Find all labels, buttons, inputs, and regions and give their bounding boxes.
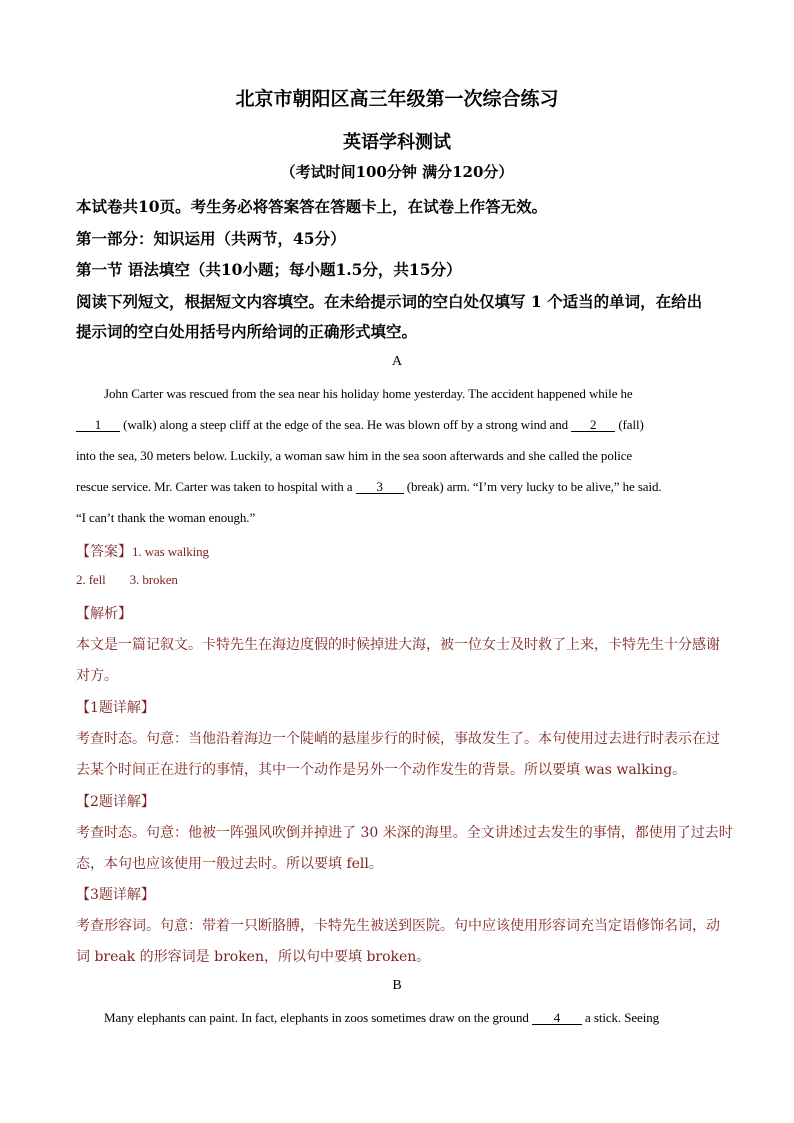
- passage-b-line-1-tail: a stick. Seeing: [581, 1010, 660, 1025]
- blank-1: 1: [76, 418, 120, 432]
- q2-label: 【2题详解】: [76, 794, 155, 810]
- blank-4: 4: [532, 1011, 582, 1025]
- passage-a-line-1: John Carter was rescued from the sea near his holiday home yesterday. The accident happened while he: [104, 386, 633, 401]
- answer-2: 2. fell: [76, 572, 106, 587]
- passage-b-label: B: [392, 978, 402, 993]
- blank-3: 3: [356, 480, 404, 494]
- exam-subject: 英语学科测试: [343, 132, 451, 153]
- exam-time-info: （考试时间100分钟 满分120分）: [280, 163, 514, 181]
- passage-a-label: A: [391, 354, 403, 369]
- q3-label: 【3题详解】: [76, 887, 155, 903]
- passage-a-line-2-text: (walk) along a steep cliff at the edge of the sea. He was blown off by a strong wind and: [120, 417, 572, 432]
- passage-a-line-3: into the sea, 30 meters below. Luckily, a woman saw him in the sea soon afterwards and she called the police: [76, 448, 633, 463]
- passage-a-line-4-tail: (break) arm. “I’m very lucky to be alive,” he said.: [403, 479, 662, 494]
- exam-title: 北京市朝阳区高三年级第一次综合练习: [235, 88, 559, 110]
- directions-line-1: 阅读下列短文，根据短文内容填空。在未给提示词的空白处仅填写 1 个适当的单词，在给出: [76, 292, 703, 311]
- passage-a-line-4: [76, 479, 662, 495]
- directions-line-2: 提示词的空白处用括号内所给词的正确形式填空。: [76, 322, 418, 341]
- answer-line: [76, 541, 209, 561]
- passage-b-line-1-text: Many elephants can paint. In fact, elephants in zoos sometimes draw on the ground: [104, 1010, 532, 1025]
- q1-label: 【1题详解】: [76, 700, 155, 716]
- q3-line-1: 考查形容词。句意：带着一只断胳膊，卡特先生被送到医院。句中应该使用形容词充当定语修饰名词，动: [76, 918, 720, 934]
- passage-a-line-2-tail: (fall): [615, 417, 644, 432]
- analysis-line-1: 本文是一篇记叙文。卡特先生在海边度假的时候掉进大海，被一位女士及时救了上来，卡特先生十分感谢: [76, 637, 720, 653]
- q2-line-1: 考查时态。句意：他被一阵强风吹倒并掉进了 30 米深的海里。全文讲述过去发生的事情，都使用了过去时: [76, 825, 733, 841]
- q1-line-1: 考查时态。句意：当他沿着海边一个陡峭的悬崖步行的时候，事故发生了。本句使用过去进行时表示在过: [76, 731, 720, 747]
- answer-1: 1. was walking: [132, 544, 209, 559]
- q3-line-2: 词 break 的形容词是 broken，所以句中要填 broken。: [76, 949, 431, 965]
- analysis-label: 【解析】: [76, 606, 132, 622]
- q2-line-2: 态，本句也应该使用一般过去时。所以要填 fell。: [76, 856, 383, 872]
- blank-2: 2: [571, 418, 615, 432]
- section-heading: 第一节 语法填空（共10小题；每小题1.5分，共15分）: [76, 260, 462, 279]
- passage-a-line-4-text: rescue service. Mr. Carter was taken to hospital with a: [76, 479, 356, 494]
- answer-3: 3. broken: [129, 572, 178, 587]
- answer-line-2: [76, 572, 178, 588]
- part-heading: 第一部分：知识运用（共两节，45分）: [76, 229, 346, 248]
- passage-a-line-2: [76, 417, 644, 433]
- passage-a-line-5: “I can’t thank the woman enough.”: [76, 510, 256, 525]
- analysis-line-2: 对方。: [76, 668, 118, 684]
- instruction-line: 本试卷共10页。考生务必将答案答在答题卡上，在试卷上作答无效。: [76, 197, 548, 216]
- passage-b-line-1: [104, 1010, 659, 1026]
- answer-label: 【答案】: [76, 544, 132, 560]
- q1-line-2: 去某个时间正在进行的事情，其中一个动作是另外一个动作发生的背景。所以要填 was walking。: [76, 762, 687, 778]
